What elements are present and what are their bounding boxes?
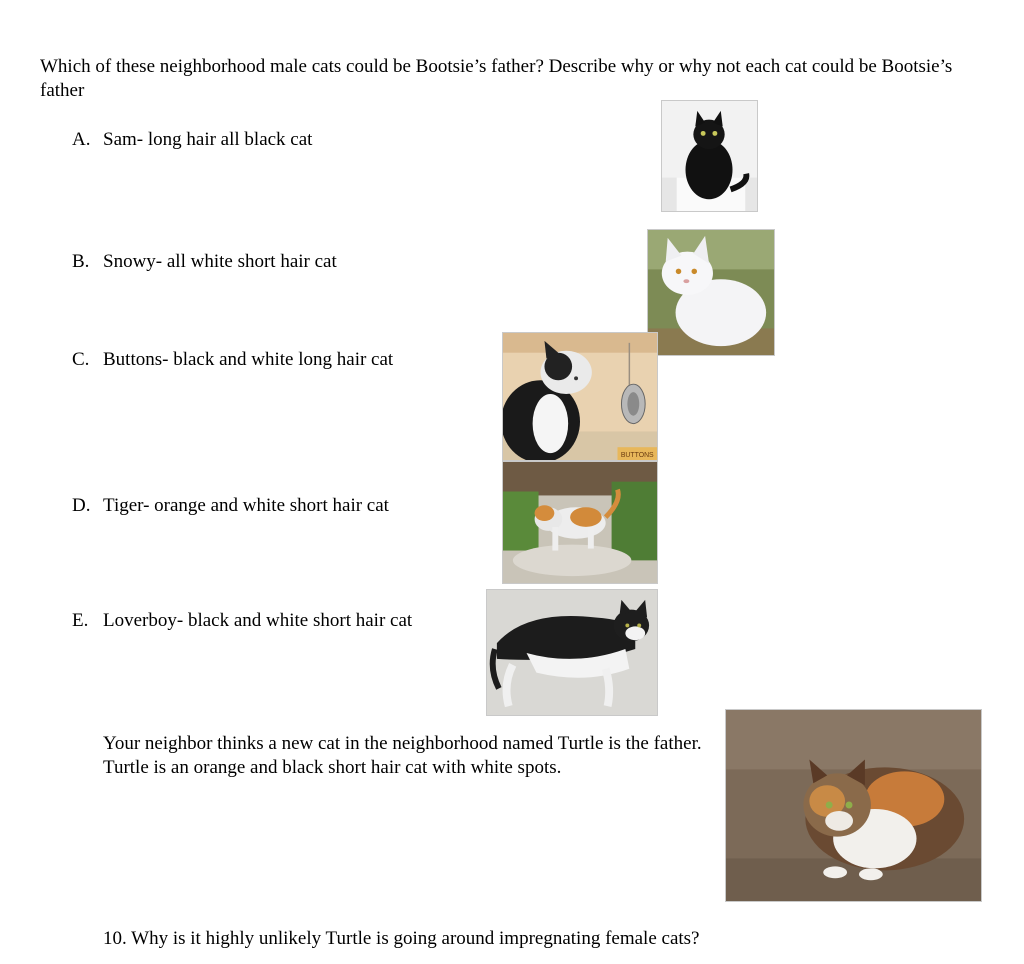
option-e <box>72 609 412 633</box>
option-c <box>72 348 393 372</box>
photo-tiger-cat <box>502 461 658 584</box>
turtle-paragraph: Your neighbor thinks a new cat in the neighborhood named Turtle is the father. Turtle is an orange and black short hair cat with white spots. <box>103 733 702 778</box>
option-e-text: Loverboy- black and white short hair cat <box>103 610 413 631</box>
question-text: Which of these neighborhood male cats could be Bootsie’s father? Describe why or why not each cat could be Bootsie’s father <box>40 56 953 101</box>
buttons-watermark: BUTTONS <box>620 452 654 460</box>
option-c-letter: C. <box>72 349 90 370</box>
photo-buttons-cat <box>502 332 658 461</box>
option-b-letter: B. <box>72 251 90 272</box>
photo-loverboy-cat <box>486 589 658 716</box>
final-question: 10. Why is it highly unlikely Turtle is going around impregnating female cats? <box>103 928 700 949</box>
option-a-letter: A. <box>72 129 91 150</box>
option-d <box>72 494 389 518</box>
photo-turtle-calico-cat <box>725 709 982 902</box>
option-b-text: Snowy- all white short hair cat <box>103 251 337 272</box>
option-b <box>72 250 337 274</box>
option-e-letter: E. <box>72 610 89 631</box>
option-d-letter: D. <box>72 495 91 516</box>
option-a <box>72 128 312 152</box>
option-d-text: Tiger- orange and white short hair cat <box>103 495 389 516</box>
photo-snowy-white-cat <box>647 229 775 356</box>
option-c-text: Buttons- black and white long hair cat <box>103 349 394 370</box>
option-a-text: Sam- long hair all black cat <box>103 129 313 150</box>
photo-sam-black-cat <box>661 100 758 212</box>
